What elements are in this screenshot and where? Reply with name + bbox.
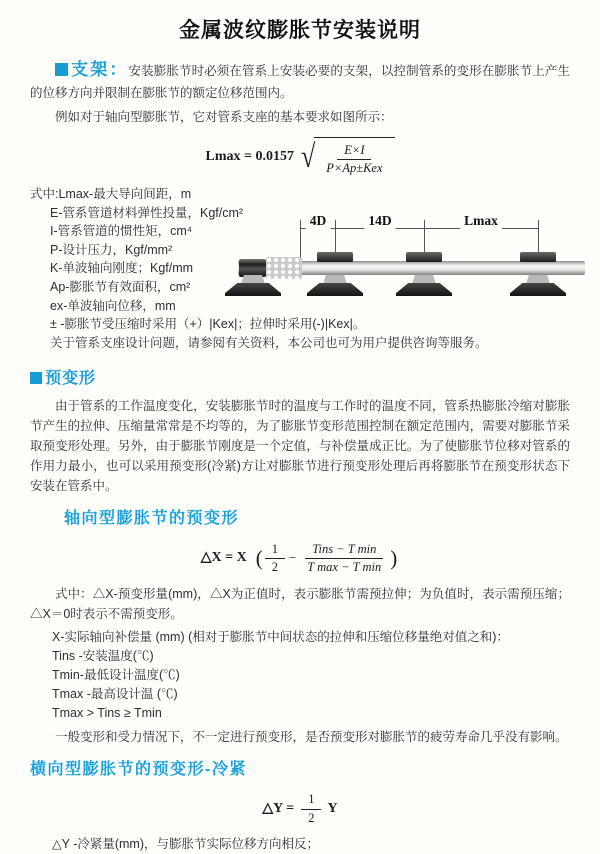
section-square-icon bbox=[30, 372, 42, 384]
formula-variables-block bbox=[30, 185, 570, 315]
predeform-body-paragraph: 由于管系的工作温度变化，安装膨胀节时的温度与工作时的温度不同，管系热膨胀冷缩对膨胀节产生的拉伸、压缩量常常是不均等的，为了膨胀节变形范围控制在额定范围内，需要对膨胀节采取预变形处理。另外，由于膨胀节刚度是一个定值，与补偿量成正比。为了使膨胀节位移对管系的作用力最小，也可以采用预变形(冷紧)方让对膨胀节进行预变形处理后再将膨胀节在预变形状态下安装在管系中。 bbox=[30, 398, 570, 493]
axial-note: Tmax -最高设计温 (℃) bbox=[52, 686, 178, 701]
page-title: 金属波纹膨胀节安装说明 bbox=[179, 19, 421, 42]
lateral-formula-rhs: Y bbox=[327, 801, 338, 817]
support-intro-paragraph bbox=[30, 56, 570, 103]
variable-line: ex-单波轴向位移，mm bbox=[50, 298, 176, 313]
variable-line: I-管系管道的惯性矩，cm⁴ bbox=[50, 224, 193, 239]
axial-formula-lhs: △X = X bbox=[200, 550, 247, 566]
support-intro-text: 安装膨胀节时必须在管系上安装必要的支架，以控制管系的变形在膨胀节上产生的位移方向并限制在膨胀节的额定位移范围内。 bbox=[30, 63, 570, 100]
guide-support bbox=[509, 252, 567, 299]
radical-sign: √ bbox=[300, 138, 316, 175]
right-paren: ) bbox=[390, 546, 398, 571]
lmax-fraction bbox=[319, 143, 389, 177]
lateral-formula bbox=[30, 792, 570, 826]
lateral-formula-lhs: △Y = bbox=[262, 801, 295, 817]
predeform-section-heading bbox=[30, 366, 570, 392]
radical-content bbox=[314, 137, 394, 177]
lmax-fraction-denominator: P×Ap±Kex bbox=[326, 161, 383, 176]
variable-line: 式中:Lmax-最大导向间距，m bbox=[30, 187, 192, 202]
axial-closing-note: 一般变形和受力情况下，不一定进行预变形，是否预变形对膨胀节的疲劳寿命几乎没有影响。 bbox=[55, 729, 568, 744]
lmax-fraction-numerator: E×I bbox=[337, 143, 371, 161]
support-diagram bbox=[238, 213, 598, 313]
axial-note: Tins -安装温度(℃) bbox=[52, 648, 154, 663]
lateral-note: △Y -冷紧量(mm)，与膨胀节实际位移方向相反； bbox=[52, 836, 320, 851]
document-page bbox=[0, 14, 600, 854]
predeform-section-header: 预变形 bbox=[45, 370, 97, 388]
axial-note: Tmin-最低设计温度(℃) bbox=[52, 667, 180, 682]
axial-note: X-实际轴向补偿量 (mm) (相对于膨胀节中间状态的拉伸和压缩位移量绝对值之和)： bbox=[52, 629, 509, 644]
variable-line: K-单波轴向刚度；Kgf/mm bbox=[50, 261, 194, 276]
variable-line: Ap-膨胀节有效面积，cm² bbox=[50, 280, 191, 294]
variable-line: P-设计压力，Kgf/mm² bbox=[50, 242, 173, 257]
dim-label-4d: 4D bbox=[306, 214, 331, 229]
variable-line: E-管系管道材料弹性投量，Kgf/cm² bbox=[50, 205, 244, 220]
dim-label-lmax: Lmax bbox=[460, 214, 502, 229]
axial-subsection-title: 轴向型膨胀节的预变形 bbox=[64, 509, 240, 527]
guide-support bbox=[306, 252, 364, 299]
axial-note: Tmax > Tins ≥ Tmin bbox=[52, 705, 162, 720]
half-fraction: $\frac{1}{2}$ bbox=[301, 792, 321, 826]
plus-minus-note: ± -膨胀节受压缩时采用（+）|Kex|；拉伸时采用(-)|Kex|。 bbox=[50, 317, 366, 332]
anchor-support bbox=[224, 252, 282, 299]
support-section-header: 支架： bbox=[71, 59, 129, 79]
axial-formula bbox=[30, 542, 570, 576]
left-paren: ( bbox=[255, 546, 263, 571]
axial-notes-paragraph: 式中：△X-预变形量(mm)，△X为正值时，表示膨胀节需预拉伸；为负值时，表示需预压缩；△X＝0时表示不需预变形。 bbox=[30, 586, 570, 621]
lmax-formula bbox=[30, 137, 570, 177]
lateral-subsection-title: 横向型膨胀节的预变形-冷紧 bbox=[30, 760, 247, 778]
section-square-icon bbox=[55, 63, 68, 76]
lmax-formula-lhs: Lmax = 0.0157 bbox=[205, 148, 294, 164]
temperature-fraction: $\frac{\text{Tins − T min}}{\text{T max − T min}}$ bbox=[300, 542, 388, 576]
consult-note: 关于管系支座设计问题，请参阅有关资料，本公司也可为用户提供咨询等服务。 bbox=[50, 335, 488, 350]
guide-support bbox=[395, 252, 453, 299]
minus-sign: − bbox=[288, 550, 297, 566]
dim-label-14d: 14D bbox=[364, 214, 395, 229]
support-example-line: 例如对于轴向型膨胀节，它对管系支座的基本要求如图所示： bbox=[55, 109, 393, 124]
half-fraction: $\frac{1}{2}$ bbox=[265, 542, 285, 576]
dimension-tick bbox=[300, 220, 301, 261]
